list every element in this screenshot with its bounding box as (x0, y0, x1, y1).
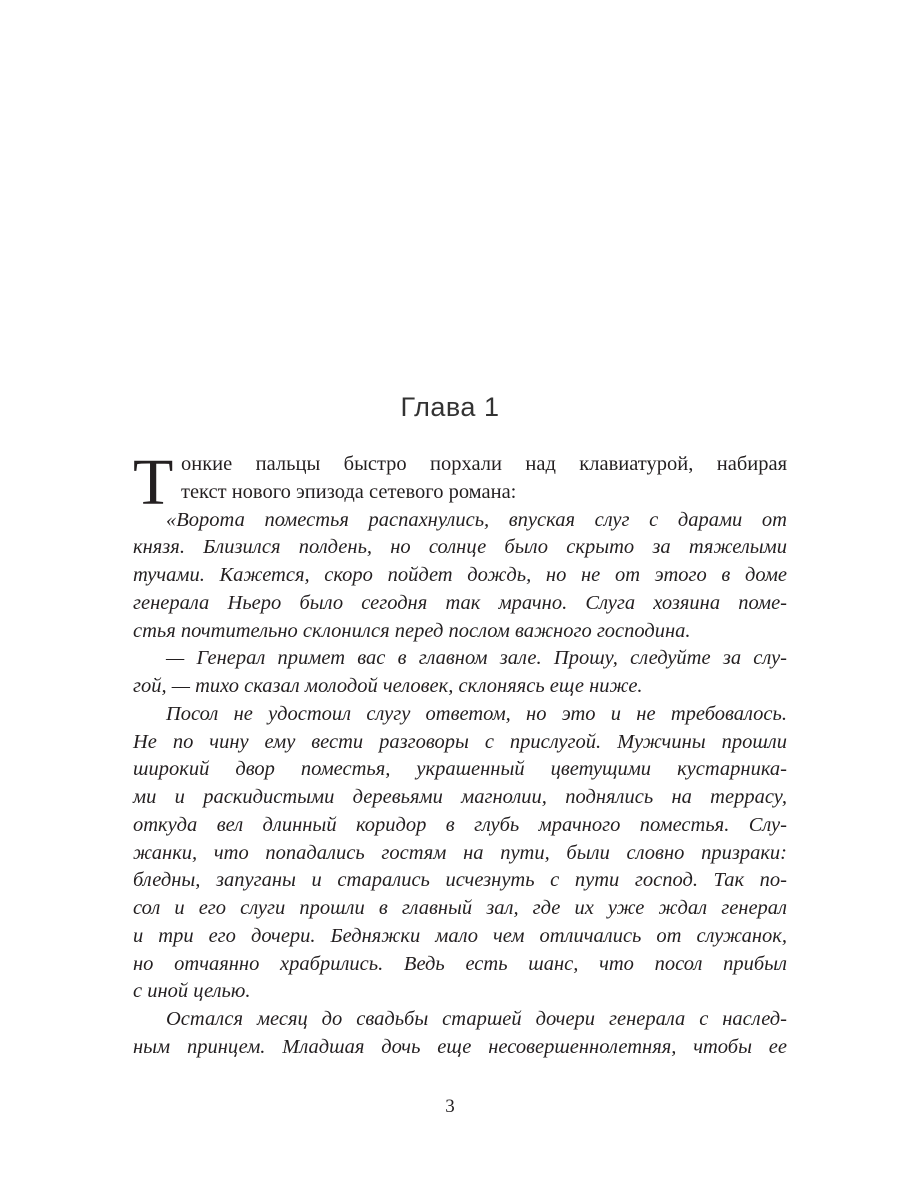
text-line: и три его дочери. Бедняжки мало чем отличались от служанок, (133, 924, 787, 947)
text-line: онкие пальцы быстро порхали над клавиатурой, набирая (181, 453, 787, 475)
paragraph (133, 507, 787, 646)
drop-cap: Т (133, 446, 174, 519)
text-line: текст нового эпизода сетевого романа: (181, 480, 517, 503)
body-text (133, 446, 787, 1062)
page-number: 3 (445, 1096, 455, 1117)
text-line: сол и его слуги прошли в главный зал, где их уже ждал генерал (133, 897, 787, 919)
text-line: с иной целью. (133, 980, 251, 1003)
text-line: — Генерал примет вас в главном зале. Прошу, следуйте за слу- (166, 647, 787, 670)
text-line: генерала Ньеро было сегодня так мрачно. Слуга хозяина поме- (133, 591, 787, 614)
paragraph (133, 451, 787, 507)
paragraph (133, 701, 787, 1006)
text-line: стья почтительно склонился перед послом важного господина. (133, 619, 691, 642)
text-line: гой, — тихо сказал молодой человек, склоняясь еще ниже. (133, 675, 643, 697)
text-line: ми и раскидистыми деревьями магнолии, поднялись на террасу, (133, 786, 787, 808)
chapter-title: Глава 1 (400, 392, 500, 422)
text-line: тучами. Кажется, скоро пойдет дождь, но не от этого в доме (133, 564, 787, 586)
text-line: бледны, запуганы и старались исчезнуть с пути господ. Так по- (133, 869, 787, 892)
text-line: Остался месяц до свадьбы старшей дочери генерала с наслед- (166, 1008, 787, 1030)
paragraph (133, 645, 787, 701)
text-line: откуда вел длинный коридор в глубь мрачного поместья. Слу- (133, 813, 787, 836)
text-line: жанки, что попадались гостям на пути, были словно призраки: (133, 841, 787, 864)
paragraph (133, 1006, 787, 1062)
text-line: «Ворота поместья распахнулись, впуская слуг с дарами от (166, 508, 787, 531)
text-line: но отчаянно храбрились. Ведь есть шанс, что посол прибыл (133, 952, 787, 975)
text-line: широкий двор поместья, украшенный цветущими кустарника- (133, 758, 787, 781)
text-line: Посол не удостоил слугу ответом, но это и не требовалось. (166, 702, 787, 725)
text-line: князя. Близился полдень, но солнце было скрыто за тяжелыми (133, 536, 787, 559)
text-line: ным принцем. Младшая дочь еще несовершеннолетняя, чтобы ее (133, 1035, 787, 1058)
text-line: Не по чину ему вести разговоры с прислугой. Мужчины прошли (133, 730, 787, 753)
